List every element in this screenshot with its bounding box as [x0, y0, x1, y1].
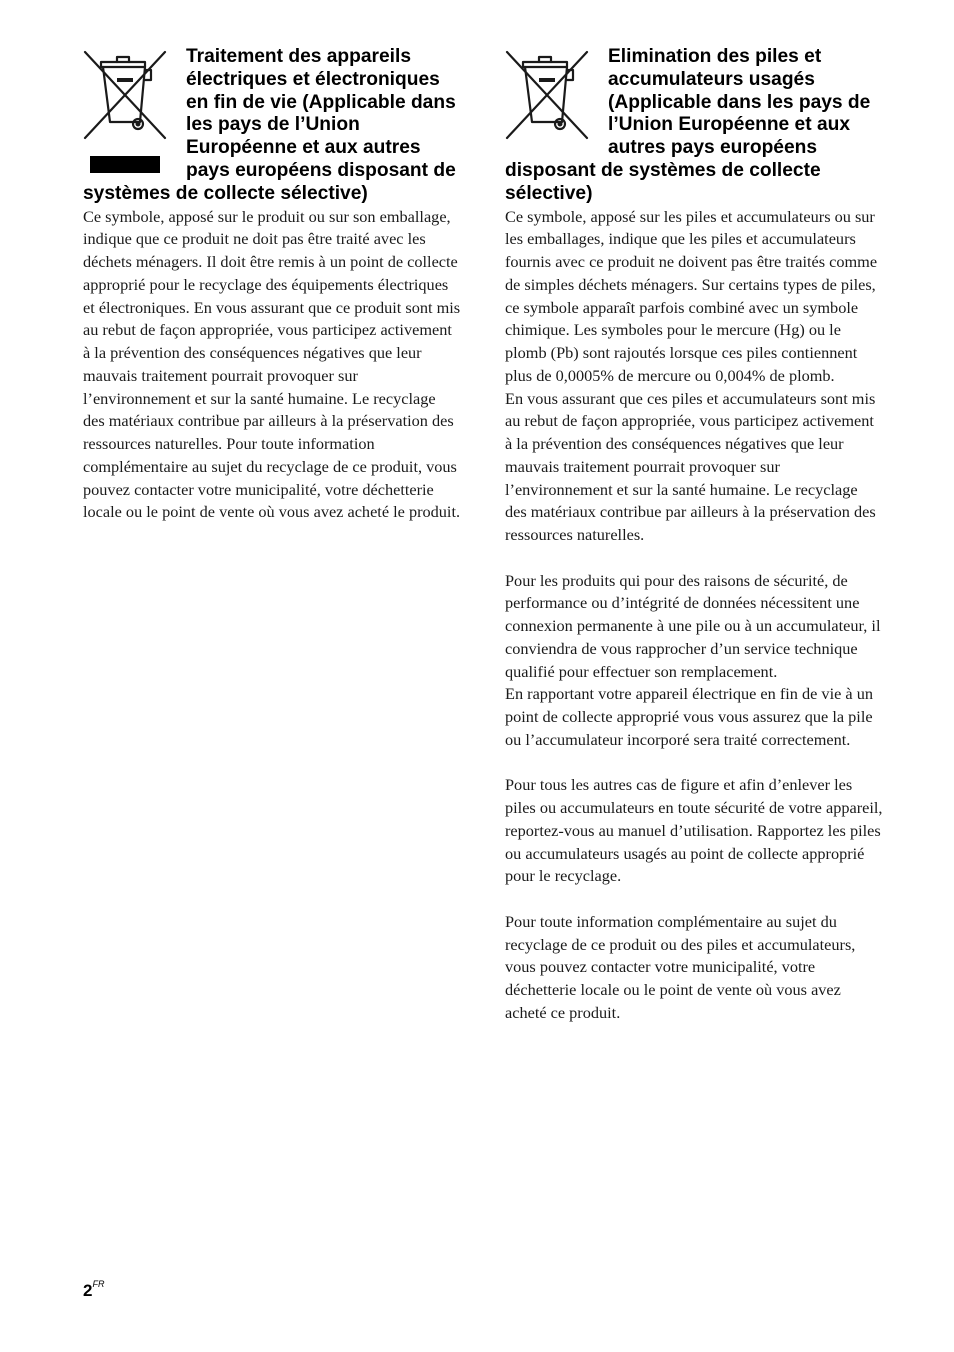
right-paragraph-2: En vous assurant que ces piles et accumulateurs sont mis au rebut de façon appropriée, vous participez activement à la prévention des conséquences négatives que leur mauvais traitement pourrait provoquer sur l’environnement et sur la santé humaine. Le recyclage des matériaux contribue par ailleurs à la préservation des ressources naturelles. — [505, 388, 876, 545]
separate-collection-bar — [90, 156, 160, 173]
page-number-value: 2 — [83, 1281, 93, 1300]
battery-disposal-symbol — [505, 46, 605, 154]
right-paragraph-4: En rapportant votre appareil électrique en fin de vie à un point de collecte approprié vous vous assurez que la pile ou l’accumulateur incorporé sera traité correctement. — [505, 684, 873, 749]
right-heading: Elimination des piles et accumulateurs usagés (Applicable dans les pays de l’Union Européenne et aux autres pays européens disposant de systèmes de collecte sélective) — [505, 46, 871, 204]
crossed-out-wheelie-bin-icon — [505, 50, 589, 140]
left-column — [83, 46, 461, 524]
left-heading: Traitement des appareils électriques et électroniques en fin de vie (Applicable dans les pays de l’Union Européenne et aux autres pays européens disposant de systèmes de collecte sélective) — [83, 46, 456, 204]
left-body-paragraph: Ce symbole, apposé sur le produit ou sur son emballage, indique que ce produit ne doit pas être traité avec les déchets ménagers. Il doit être remis à un point de collecte approprié pour le recyclage des équipements électriques et électroniques. En vous assurant que ce produit sont mis au rebut de façon appropriée, vous participez activement à la prévention des conséquences négatives que leur mauvais traitement pourrait provoquer sur l’environnement et sur la santé humaine. Le recyclage des matériaux contribue par ailleurs à la préservation des ressources naturelles. Pour toute information complémentaire au sujet du recyclage de ce produit, vous pouvez contacter votre municipalité, votre déchetterie locale ou le point de vente où vous avez acheté le produit. — [83, 206, 461, 522]
right-paragraph-6: Pour toute information complémentaire au sujet du recyclage de ce produit ou des piles et accumulateurs, vous pouvez contacter votre municipalité, votre déchetterie locale ou le point de vente où vous avez acheté ce produit. — [505, 911, 856, 1022]
page-number — [83, 1281, 104, 1301]
page-language-suffix: FR — [92, 1279, 105, 1290]
right-paragraph-3: Pour les produits qui pour des raisons de sécurité, de performance ou d’intégrité de données nécessitent une connexion permanente à une pile ou à un accumulateur, il conviendra de vous rapprocher d’un service technique qualifié pour effectuer son remplacement. — [505, 570, 881, 681]
weee-symbol — [83, 46, 183, 176]
crossed-out-wheelie-bin-icon — [83, 50, 167, 140]
right-paragraph-1: Ce symbole, apposé sur les piles et accumulateurs ou sur les emballages, indique que les piles et accumulateurs fournis avec ce produit ne doivent pas être traités comme de simples déchets ménagers. Sur certains types de piles, ce symbole apparaît parfois combiné avec un symbole chimique. Les symboles pour le mercure (Hg) ou le plomb (Pb) sont rajoutés lorsque ces piles contiennent plus de 0,0005% de mercure ou 0,004% de plomb. — [505, 206, 878, 385]
right-paragraph-5: Pour tous les autres cas de figure et afin d’enlever les piles ou accumulateurs en toute sécurité de votre appareil, reportez-vous au manuel d’utilisation. Rapportez les piles ou accumulateurs usagés au point de collecte approprié pour le recyclage. — [505, 775, 883, 886]
right-column — [505, 46, 883, 1025]
